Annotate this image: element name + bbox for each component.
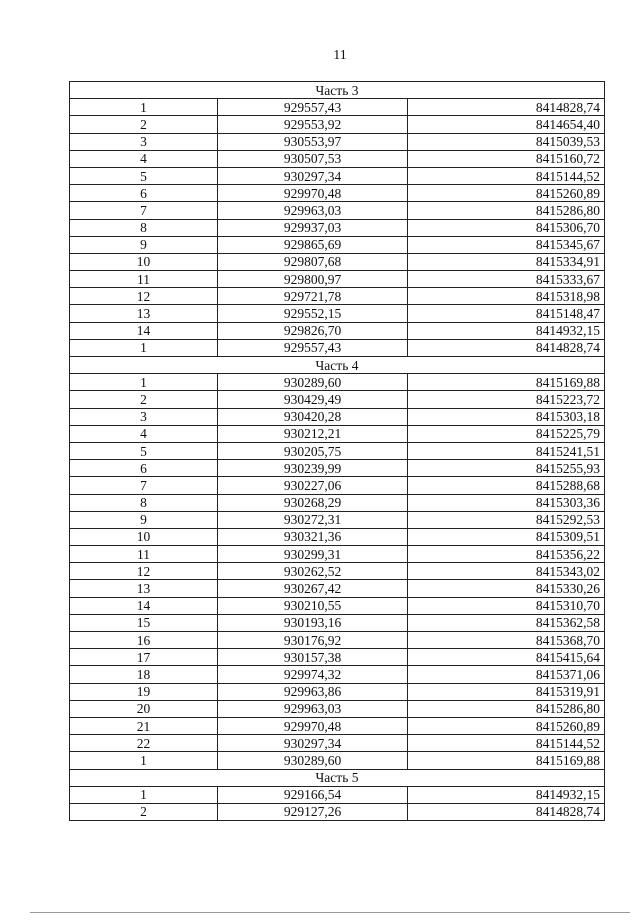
y-coordinate: 8415160,72: [408, 150, 605, 167]
table-row: [70, 305, 605, 322]
point-number: 13: [70, 580, 218, 597]
x-coordinate: 930289,60: [218, 752, 408, 769]
table-row: [70, 786, 605, 803]
y-coordinate: 8415148,47: [408, 305, 605, 322]
x-coordinate: 930289,60: [218, 374, 408, 391]
point-number: 10: [70, 253, 218, 270]
y-coordinate: 8414828,74: [408, 803, 605, 820]
table-row: [70, 614, 605, 631]
table-row: [70, 133, 605, 150]
table-row: [70, 460, 605, 477]
point-number: 9: [70, 511, 218, 528]
point-number: 22: [70, 735, 218, 752]
y-coordinate: 8415343,02: [408, 563, 605, 580]
point-number: 6: [70, 460, 218, 477]
x-coordinate: 929974,32: [218, 666, 408, 683]
x-coordinate: 930193,16: [218, 614, 408, 631]
point-number: 3: [70, 408, 218, 425]
y-coordinate: 8415371,06: [408, 666, 605, 683]
table-row: [70, 477, 605, 494]
x-coordinate: 929553,92: [218, 116, 408, 133]
table-row: [70, 632, 605, 649]
y-coordinate: 8415368,70: [408, 632, 605, 649]
table-row: [70, 99, 605, 116]
x-coordinate: 929800,97: [218, 271, 408, 288]
y-coordinate: 8415169,88: [408, 374, 605, 391]
table-row: [70, 253, 605, 270]
point-number: 19: [70, 683, 218, 700]
section-title: Часть 3: [70, 82, 605, 99]
x-coordinate: 929970,48: [218, 185, 408, 202]
y-coordinate: 8415039,53: [408, 133, 605, 150]
x-coordinate: 929557,43: [218, 339, 408, 356]
table-row: [70, 185, 605, 202]
x-coordinate: 930262,52: [218, 563, 408, 580]
x-coordinate: 930176,92: [218, 632, 408, 649]
table-row: [70, 442, 605, 459]
y-coordinate: 8415303,18: [408, 408, 605, 425]
y-coordinate: 8415345,67: [408, 236, 605, 253]
x-coordinate: 930297,34: [218, 167, 408, 184]
y-coordinate: 8415333,67: [408, 271, 605, 288]
x-coordinate: 930210,55: [218, 597, 408, 614]
table-row: [70, 167, 605, 184]
table-row: [70, 288, 605, 305]
table-row: [70, 219, 605, 236]
y-coordinate: 8415415,64: [408, 649, 605, 666]
x-coordinate: 929937,03: [218, 219, 408, 236]
x-coordinate: 930267,42: [218, 580, 408, 597]
y-coordinate: 8415318,98: [408, 288, 605, 305]
table-row: [70, 202, 605, 219]
y-coordinate: 8415286,80: [408, 700, 605, 717]
y-coordinate: 8415260,89: [408, 185, 605, 202]
bottom-rule: [30, 912, 630, 913]
y-coordinate: 8414654,40: [408, 116, 605, 133]
point-number: 1: [70, 752, 218, 769]
x-coordinate: 929721,78: [218, 288, 408, 305]
point-number: 3: [70, 133, 218, 150]
point-number: 8: [70, 494, 218, 511]
y-coordinate: 8415223,72: [408, 391, 605, 408]
point-number: 1: [70, 786, 218, 803]
table-row: [70, 683, 605, 700]
table-row: [70, 408, 605, 425]
table-row: [70, 546, 605, 563]
y-coordinate: 8415225,79: [408, 425, 605, 442]
table-row: [70, 563, 605, 580]
point-number: 4: [70, 150, 218, 167]
table-row: [70, 803, 605, 820]
x-coordinate: 929552,15: [218, 305, 408, 322]
table-row: [70, 236, 605, 253]
y-coordinate: 8414828,74: [408, 339, 605, 356]
table-row: [70, 271, 605, 288]
point-number: 9: [70, 236, 218, 253]
x-coordinate: 930157,38: [218, 649, 408, 666]
point-number: 11: [70, 546, 218, 563]
y-coordinate: 8415330,26: [408, 580, 605, 597]
x-coordinate: 930297,34: [218, 735, 408, 752]
point-number: 7: [70, 202, 218, 219]
x-coordinate: 929865,69: [218, 236, 408, 253]
coordinates-table: [69, 81, 605, 821]
point-number: 16: [70, 632, 218, 649]
x-coordinate: 930321,36: [218, 528, 408, 545]
table-row: [70, 700, 605, 717]
x-coordinate: 930420,28: [218, 408, 408, 425]
x-coordinate: 929826,70: [218, 322, 408, 339]
x-coordinate: 929166,54: [218, 786, 408, 803]
x-coordinate: 930212,21: [218, 425, 408, 442]
table-row: [70, 374, 605, 391]
coordinates-table-body: [70, 82, 605, 821]
table-row: [70, 735, 605, 752]
point-number: 10: [70, 528, 218, 545]
point-number: 5: [70, 167, 218, 184]
y-coordinate: 8415241,51: [408, 442, 605, 459]
point-number: 4: [70, 425, 218, 442]
table-row: [70, 391, 605, 408]
y-coordinate: 8415288,68: [408, 477, 605, 494]
x-coordinate: 929963,03: [218, 202, 408, 219]
x-coordinate: 930507,53: [218, 150, 408, 167]
point-number: 11: [70, 271, 218, 288]
section-header-row: [70, 82, 605, 99]
y-coordinate: 8415334,91: [408, 253, 605, 270]
y-coordinate: 8415310,70: [408, 597, 605, 614]
point-number: 1: [70, 339, 218, 356]
x-coordinate: 930268,29: [218, 494, 408, 511]
section-header-row: [70, 769, 605, 786]
point-number: 15: [70, 614, 218, 631]
x-coordinate: 930553,97: [218, 133, 408, 150]
table-row: [70, 425, 605, 442]
table-row: [70, 339, 605, 356]
y-coordinate: 8415306,70: [408, 219, 605, 236]
y-coordinate: 8415144,52: [408, 167, 605, 184]
y-coordinate: 8415144,52: [408, 735, 605, 752]
y-coordinate: 8415255,93: [408, 460, 605, 477]
point-number: 6: [70, 185, 218, 202]
table-row: [70, 666, 605, 683]
table-row: [70, 150, 605, 167]
y-coordinate: 8415309,51: [408, 528, 605, 545]
y-coordinate: 8415356,22: [408, 546, 605, 563]
y-coordinate: 8414932,15: [408, 786, 605, 803]
point-number: 2: [70, 803, 218, 820]
table-row: [70, 752, 605, 769]
page-number: 11: [333, 48, 347, 63]
point-number: 20: [70, 700, 218, 717]
x-coordinate: 929557,43: [218, 99, 408, 116]
table-row: [70, 322, 605, 339]
y-coordinate: 8415292,53: [408, 511, 605, 528]
y-coordinate: 8415169,88: [408, 752, 605, 769]
table-row: [70, 717, 605, 734]
point-number: 7: [70, 477, 218, 494]
point-number: 2: [70, 391, 218, 408]
point-number: 17: [70, 649, 218, 666]
point-number: 13: [70, 305, 218, 322]
section-title: Часть 4: [70, 357, 605, 374]
y-coordinate: 8415319,91: [408, 683, 605, 700]
table-row: [70, 116, 605, 133]
y-coordinate: 8415303,36: [408, 494, 605, 511]
table-row: [70, 649, 605, 666]
point-number: 2: [70, 116, 218, 133]
x-coordinate: 930227,06: [218, 477, 408, 494]
point-number: 5: [70, 442, 218, 459]
point-number: 14: [70, 597, 218, 614]
y-coordinate: 8414828,74: [408, 99, 605, 116]
x-coordinate: 929963,03: [218, 700, 408, 717]
point-number: 18: [70, 666, 218, 683]
section-title: Часть 5: [70, 769, 605, 786]
point-number: 12: [70, 288, 218, 305]
point-number: 8: [70, 219, 218, 236]
point-number: 1: [70, 374, 218, 391]
section-header-row: [70, 357, 605, 374]
y-coordinate: 8415362,58: [408, 614, 605, 631]
x-coordinate: 929807,68: [218, 253, 408, 270]
point-number: 21: [70, 717, 218, 734]
point-number: 12: [70, 563, 218, 580]
x-coordinate: 930429,49: [218, 391, 408, 408]
x-coordinate: 930299,31: [218, 546, 408, 563]
x-coordinate: 930272,31: [218, 511, 408, 528]
x-coordinate: 929970,48: [218, 717, 408, 734]
y-coordinate: 8415286,80: [408, 202, 605, 219]
point-number: 14: [70, 322, 218, 339]
table-row: [70, 511, 605, 528]
table-row: [70, 494, 605, 511]
table-row: [70, 580, 605, 597]
x-coordinate: 930239,99: [218, 460, 408, 477]
table-row: [70, 597, 605, 614]
y-coordinate: 8414932,15: [408, 322, 605, 339]
point-number: 1: [70, 99, 218, 116]
x-coordinate: 930205,75: [218, 442, 408, 459]
x-coordinate: 929963,86: [218, 683, 408, 700]
table-row: [70, 528, 605, 545]
y-coordinate: 8415260,89: [408, 717, 605, 734]
x-coordinate: 929127,26: [218, 803, 408, 820]
